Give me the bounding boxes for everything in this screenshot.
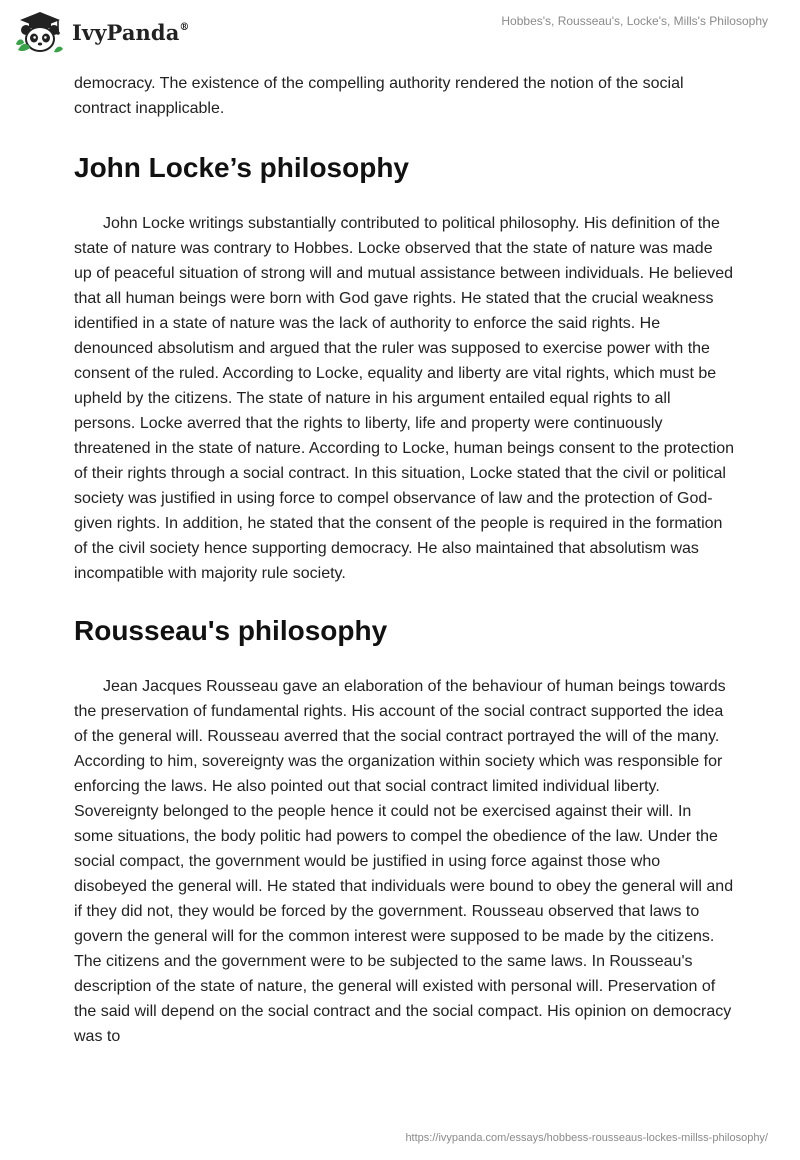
registered-mark: ®	[179, 21, 190, 33]
ivypanda-logo[interactable]	[14, 10, 190, 54]
panda-graduate-icon	[14, 10, 66, 54]
document-title: Hobbes's, Rousseau's, Locke's, Mills's Philosophy	[501, 14, 768, 28]
locke-heading: John Locke’s philosophy	[74, 152, 410, 183]
rousseau-paragraph: Jean Jacques Rousseau gave an elaboration of the behaviour of human beings towards the preservation of fundamental rights. His account of the social contract supported the idea of the general will. Rousseau averred that the social contract portrayed the will of the many. According to him, sovereignty was the organization within society which was responsible for enforcing the laws. He also pointed out that social contract limited individual liberty. Sovereignty belonged to the people hence it could not be exercised against their will. In some situations, the body politic had powers to compel the obedience of the law. Under the social compact, the government would be justified in using force against those who disobeyed the general will. He stated that individuals were bound to obey the general will and if they did not, they would be forced by the government. Rousseau observed that laws to govern the general will for the common interest were supposed to be made by the citizens. The citizens and the government were to be subjected to the same laws. In Rousseau's description of the state of nature, the general will existed with personal will. Preservation of the said will depend on the social contract and the social compact. His opinion on democracy was to	[74, 678, 734, 1045]
page-header	[0, 0, 800, 70]
brand-name: IvyPanda®	[72, 19, 190, 45]
locke-paragraph: John Locke writings substantially contributed to political philosophy. His definition of the state of nature was contrary to Hobbes. Locke observed that the state of nature was made up of peaceful situation of strong will and mutual assistance between individuals. He believed that all human beings were born with God gave rights. He stated that the crucial weakness identified in a state of nature was the lack of authority to enforce the said rights. He denounced absolutism and argued that the ruler was supposed to exercise power with the consent of the ruled. According to Locke, equality and liberty are vital rights, which must be upheld by the citizens. The state of nature in his argument entailed equal rights to all persons. Locke averred that the rights to liberty, life and property were continuously threatened in the state of nature. According to Locke, human beings consent to the protection of their rights through a social contract. In this situation, Locke stated that the civil or political society was justified in using force to compel observance of law and the protection of God-given rights. In addition, he stated that the consent of the people is required in the formation of the civil society hence supporting democracy. He also maintained that absolutism was incompatible with majority rule society.	[74, 215, 734, 582]
intro-paragraph: democracy. The existence of the compelling authority rendered the notion of the social contract inapplicable.	[74, 75, 684, 117]
rousseau-heading: Rousseau's philosophy	[74, 615, 388, 646]
source-url[interactable]: https://ivypanda.com/essays/hobbess-rousseaus-lockes-millss-philosophy/	[405, 1132, 768, 1144]
essay-content	[74, 71, 734, 1049]
